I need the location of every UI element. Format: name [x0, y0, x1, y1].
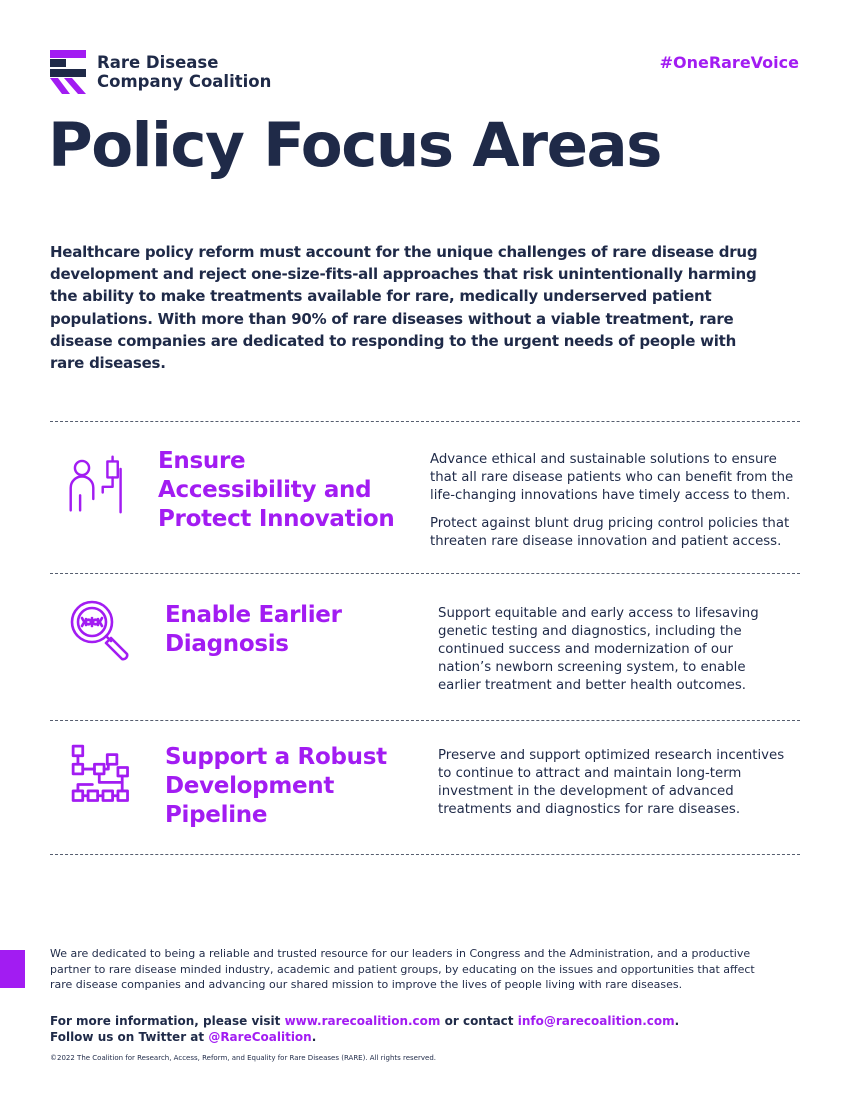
brand-logo [50, 50, 271, 94]
focus-title [165, 601, 342, 659]
focus-description [430, 451, 802, 561]
accent-tab [0, 950, 25, 988]
website-link[interactable]: www.rarecoalition.com [284, 1014, 441, 1028]
focus-paragraph: Support equitable and early access to lifesaving genetic testing and diagnostics, including the continued success and modernization of our nation’s newborn screening system, to enable earlier treatment and better health outcomes. [438, 606, 759, 693]
focus-paragraph: Advance ethical and sustainable solutions to ensure that all rare disease patients who can benefit from the life-changing innovations have timely access to them. [430, 452, 794, 503]
period: . [674, 1014, 680, 1028]
focus-title-line: Protect Innovation [158, 506, 395, 532]
brand-name-line1: Rare Disease [97, 53, 219, 72]
focus-title-line: Development [165, 773, 335, 799]
contact-text: or contact [444, 1014, 514, 1028]
focus-title-line: Diagnosis [165, 631, 289, 657]
rare-logo-icon [50, 50, 86, 94]
section-divider [50, 854, 800, 855]
focus-title-line: Pipeline [165, 802, 268, 828]
contact-line [50, 1013, 679, 1029]
focus-title-line: Enable Earlier [165, 602, 342, 628]
email-link[interactable]: info@rarecoalition.com [517, 1014, 675, 1028]
twitter-link[interactable]: @RareCoalition [208, 1030, 312, 1044]
focus-title-line: Accessibility and [158, 477, 372, 503]
focus-title-line: Support a Robust [165, 744, 387, 770]
page-title: Policy Focus Areas [48, 110, 661, 181]
focus-title [158, 447, 395, 534]
footer-about: We are dedicated to being a reliable and trusted resource for our leaders in Congress and the Administration, and a productive partner to rare disease minded industry, academic and patient groups, by educating on the issues and opportunities that affect rare disease companies and advancing our shared mission to improve the lives of people living with rare diseases. [50, 947, 755, 991]
twitter-line [50, 1029, 679, 1045]
copyright: ©2022 The Coalition for Research, Access, Reform, and Equality for Rare Diseases (RARE). All rights reserved. [50, 1054, 436, 1062]
intro-paragraph: Healthcare policy reform must account for the unique challenges of rare disease drug development and reject one-size-fits-all approaches that risk unintentionally harming the ability to make treatments available for rare, medically underserved patient populations. With more than 90% of rare diseases without a viable treatment, rare disease companies are dedicated to responding to the urgent needs of people with rare diseases. [50, 243, 758, 373]
hashtag: #OneRareVoice [659, 53, 799, 72]
dna-magnifier-icon [68, 598, 132, 662]
footer-contact [50, 1013, 679, 1045]
section-divider [50, 720, 800, 721]
focus-paragraph: Protect against blunt drug pricing control policies that threaten rare disease innovation and patient access. [430, 516, 790, 549]
period: . [311, 1030, 317, 1044]
more-info-prefix: For more information, please visit [50, 1014, 281, 1028]
brand-name-line2: Company Coalition [97, 72, 272, 91]
section-divider [50, 421, 800, 422]
focus-description [438, 605, 778, 705]
pipeline-flow-icon [71, 744, 135, 808]
brand-name [97, 53, 271, 91]
twitter-prefix: Follow us on Twitter at [50, 1030, 205, 1044]
section-divider [50, 573, 800, 574]
focus-title-line: Ensure [158, 448, 246, 474]
patient-iv-icon [66, 452, 130, 516]
focus-paragraph: Preserve and support optimized research incentives to continue to attract and maintain long-term investment in the development of advanced treatments and diagnostics for rare diseases. [438, 748, 785, 817]
focus-title [165, 743, 387, 830]
focus-description [438, 747, 793, 829]
